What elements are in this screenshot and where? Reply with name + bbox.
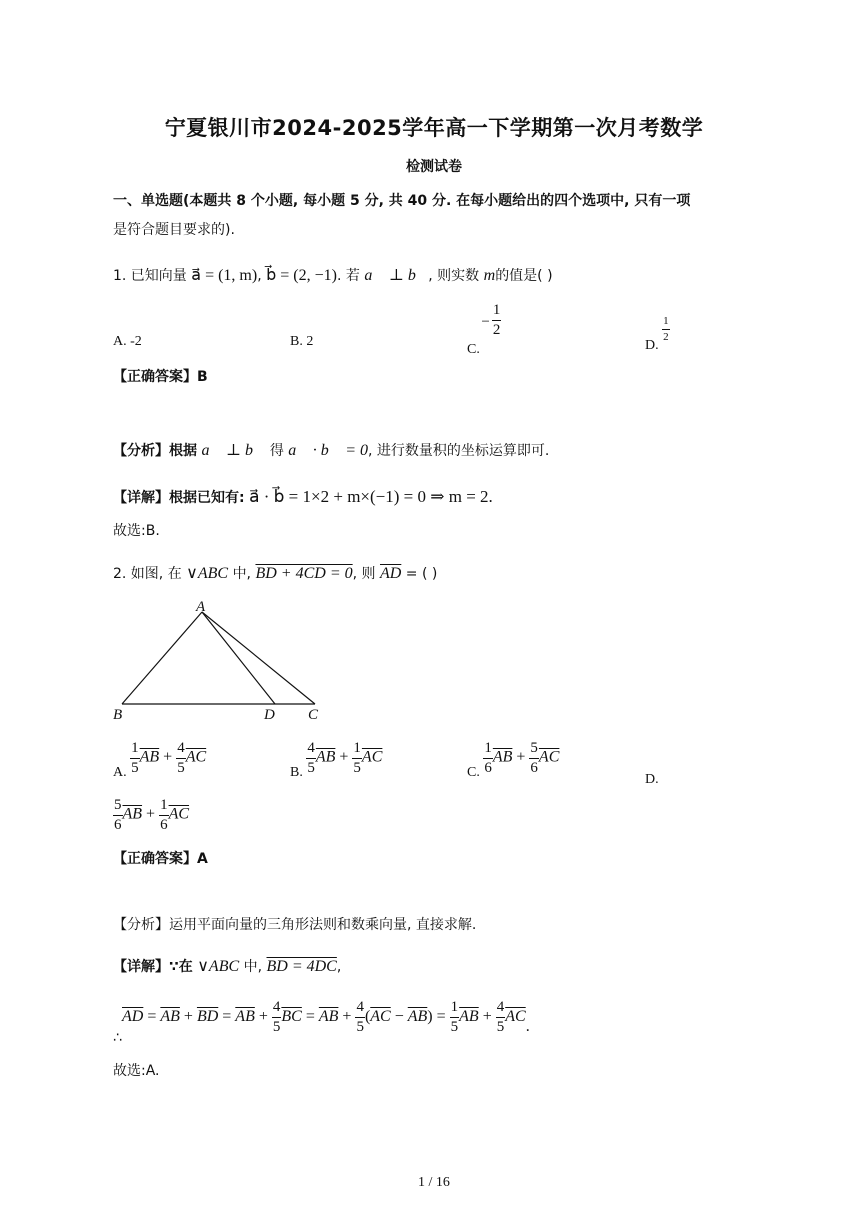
q2-d-c1d: 6: [114, 817, 122, 833]
q1-mid: . 若: [336, 268, 360, 284]
q2-c-v1: $\overline{AB}$: [492, 748, 513, 766]
q1-end: 的值是( ): [495, 268, 553, 284]
q2-detail-triangle: ∨ABC: [197, 958, 240, 975]
q2-b-v2: $\overline{AC}$: [361, 748, 383, 766]
q1-option-d-label: D.: [645, 337, 659, 353]
q2-c-c1n: 1: [483, 741, 493, 759]
q1-m: m: [483, 267, 496, 284]
q1-option-c-sign: −: [481, 313, 490, 330]
q2-b-c2n: 1: [352, 741, 362, 759]
q1-option-c: [467, 302, 501, 357]
q2-option-b-label: B.: [290, 764, 303, 780]
q2-d-c2n: 1: [159, 798, 169, 816]
q1-analysis-prefix: 【分析】根据: [113, 443, 197, 459]
q1-analysis-mid: 得: [269, 443, 284, 459]
q2-d-v2: $\overline{AC}$: [168, 805, 190, 823]
q1-analysis-dot: a⃗ · b⃗ = 0: [288, 442, 368, 459]
q1-detail-prefix: 【详解】根据已知有:: [113, 490, 245, 506]
q2-a-c2d: 5: [177, 760, 185, 776]
q2-a-c1n: 1: [130, 741, 140, 759]
q2-b-c2d: 5: [353, 760, 361, 776]
q1-option-c-label: C.: [467, 341, 480, 357]
q2-answer: 【正确答案】A: [113, 851, 208, 867]
edge-ac: [202, 612, 315, 704]
q2-c-v2: $\overline{AC}$: [538, 748, 560, 766]
question-1-stem: [113, 266, 553, 286]
edge-ab: [122, 612, 202, 704]
q2-option-b: B. $\frac{4}{5}$ $\overline{AB}$ + $\frac{1}{5}$ $\overline{AC}$: [290, 740, 383, 780]
q2-analysis: 【分析】运用平面向量的三角形法则和数乘向量, 直接求解.: [113, 917, 477, 933]
edge-ad: [202, 612, 275, 704]
q2-d-c2d: 6: [160, 817, 168, 833]
section-heading-line2: 是符合题目要求的).: [113, 222, 235, 238]
q1-choice: 故选:B.: [113, 523, 160, 539]
q2-choice: 故选:A.: [113, 1063, 160, 1079]
therefore-symbol: ∴: [113, 1030, 122, 1046]
document-title: 宁夏银川市2024-2025学年高一下学期第一次月考数学: [164, 116, 704, 140]
q2-a-v2: $\overline{AC}$: [185, 748, 207, 766]
label-a: A: [196, 599, 206, 615]
page-number: 1 / 16: [418, 1175, 450, 1190]
q2-derivation: $\overline{AD} = \overline{AB} + \overline{BD} = \overline{AB}$ + $\frac{4}{5}$ $\overline{BC} = \overline{AB}$ + $\frac{4}{5}$ $(\overline{AC} - \overline{AB})$ = $\frac{1}{5}$ $\overline{AB}$ + $\frac{4}{5}$ $\overline{AC}$.: [122, 999, 530, 1036]
q2-condition-text: BD + 4CD = 0: [255, 565, 353, 582]
q2-option-c: C. $\frac{1}{6}$ $\overline{AB}$ + $\frac{5}{6}$ $\overline{AC}$: [467, 740, 560, 780]
q2-option-a-label: A.: [113, 764, 127, 780]
q1-prefix: 1. 已知向量: [113, 268, 187, 284]
q1-analysis: [113, 441, 549, 461]
q2-c-c2n: 5: [529, 741, 539, 759]
q2-b-c1d: 5: [307, 760, 315, 776]
q1-answer: 【正确答案】B: [113, 369, 208, 385]
q1-d-num: 1: [662, 316, 670, 330]
q1-analysis-perp: a⃗ ⊥ b⃗: [201, 442, 266, 459]
q2-triangle: ∨ABC: [186, 565, 229, 582]
q1-detail: [113, 487, 493, 508]
q2-option-c-label: C.: [467, 764, 480, 780]
q1-tail: , 则实数: [428, 268, 480, 284]
q2-detail-prefix: 【详解】∵在: [113, 959, 193, 975]
q1-c-den: 2: [492, 322, 501, 338]
q1-option-a: A. -2: [113, 334, 142, 349]
q2-a-v1: $\overline{AB}$: [139, 748, 160, 766]
q2-prefix: 2. 如图, 在: [113, 566, 182, 582]
q2-b-v1: $\overline{AB}$: [315, 748, 336, 766]
q2-detail-mid: 中,: [243, 959, 263, 975]
q1-detail-math: a⃗ · b⃗ = 1×2 + m×(−1) = 0 ⇒ m = 2.: [249, 487, 493, 506]
q1-analysis-tail: , 进行数量积的坐标运算即可.: [367, 443, 550, 459]
q2-option-a: A. $\frac{1}{5}$ $\overline{AB}$ + $\frac{4}{5}$ $\overline{AC}$: [113, 740, 207, 780]
q1-d-den: 2: [663, 331, 669, 343]
q2-c-c2d: 6: [530, 760, 538, 776]
q2-condition: [255, 565, 352, 582]
q2-option-d: $\frac{5}{6}$ $\overline{AB}$ + $\frac{1}{6}$ $\overline{AC}$: [114, 797, 190, 833]
triangle-figure: [100, 595, 340, 725]
q2-c-c1d: 6: [484, 760, 492, 776]
q1-vector-b: b⃗ = (2, −1): [266, 267, 337, 284]
question-2-stem: [113, 564, 437, 584]
q2-a-c2n: 4: [176, 741, 186, 759]
q1-option-d: [645, 315, 670, 353]
q1-option-b: B. 2: [290, 334, 314, 349]
q1-c-num: 1: [492, 303, 502, 321]
q2-ad: $\overline{AD}$: [379, 565, 402, 582]
q2-detail-comma: ,: [336, 959, 342, 975]
label-d: D: [264, 707, 275, 723]
document-subtitle: 检测试卷: [406, 159, 462, 175]
q2-end: = ( ): [405, 566, 438, 582]
q1-option-c-fraction: [492, 303, 502, 338]
q2-d-v1: $\overline{AB}$: [122, 805, 143, 823]
q1-perp: a⃗ ⊥ b⃗: [364, 267, 429, 284]
section-heading: 一、单选题(本题共 8 个小题, 每小题 5 分, 共 40 分. 在每小题给出的四个选项中, 只有一项: [113, 193, 691, 209]
q2-option-d-label: D.: [645, 772, 659, 787]
label-c: C: [308, 707, 319, 723]
q2-b-c1n: 4: [306, 741, 316, 759]
q2-detail-condition: BD = 4DC: [266, 958, 337, 975]
q2-detail: [113, 957, 341, 977]
q1-sep: ,: [257, 268, 262, 284]
q1-vector-a: a⃗ = (1, m): [191, 267, 258, 284]
q2-d-c1n: 5: [113, 798, 123, 816]
q2-a-c1d: 5: [131, 760, 139, 776]
q2-mid: 中,: [232, 566, 252, 582]
q2-tail: , 则: [352, 566, 376, 582]
q1-option-d-fraction: [662, 316, 670, 343]
label-b: B: [113, 707, 123, 723]
